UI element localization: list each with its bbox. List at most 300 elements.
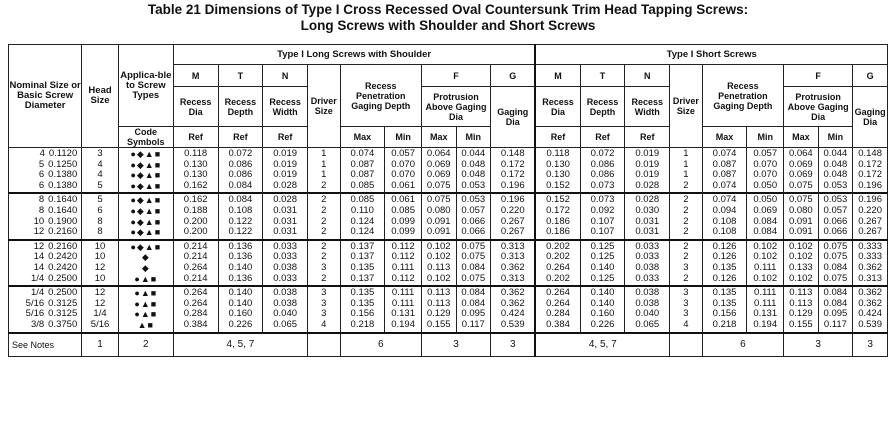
long-protrusion-min-value: 0.084 xyxy=(461,297,486,309)
long-protrusion-min-cell xyxy=(456,148,491,194)
header-long-protrusion: Protrusion Above Gaging Dia xyxy=(421,87,490,127)
short-recess-dia-cell xyxy=(535,193,580,239)
short-protrusion-min-value: 0.044 xyxy=(823,148,848,159)
long-protrusion-min-value: 0.048 xyxy=(461,158,486,170)
head-size-cell xyxy=(82,193,119,239)
notes-applicable: 2 xyxy=(118,333,173,357)
short-recess-width-cell xyxy=(625,286,670,332)
long-penetration-max-value: 0.124 xyxy=(350,215,375,227)
nominal-size: 14 xyxy=(33,261,45,273)
short-recess-dia-value: 0.202 xyxy=(546,251,570,263)
short-recess-width-value: 0.038 xyxy=(635,297,660,309)
nominal-cell xyxy=(9,240,82,286)
title-line-1: Table 21 Dimensions of Type I Cross Recessed Oval Countersunk Trim Head Tapping Screws: xyxy=(147,2,749,17)
long-penetration-max-value: 0.137 xyxy=(350,240,375,252)
long-recess-depth-value: 0.226 xyxy=(228,318,253,330)
long-penetration-max-value: 0.074 xyxy=(350,148,375,159)
long-recess-depth-cell xyxy=(218,240,263,286)
header-short-ref-m: Ref xyxy=(535,127,580,148)
header-short-gaging-dia: Gaging Dia xyxy=(853,87,888,148)
long-protrusion-min-value: 0.075 xyxy=(461,272,486,284)
long-penetration-max-value: 0.087 xyxy=(350,169,375,181)
short-protrusion-min-value: 0.053 xyxy=(823,179,848,191)
short-penetration-min-value: 0.111 xyxy=(754,287,777,299)
short-protrusion-max-value: 0.069 xyxy=(788,169,813,181)
short-driver-size-value: 2 xyxy=(683,272,689,284)
head-size-cell xyxy=(82,286,119,332)
code-symbols-value: ◆ xyxy=(141,252,150,263)
long-recess-width-value: 0.031 xyxy=(273,215,298,227)
long-penetration-max-cell xyxy=(340,240,385,286)
long-protrusion-max-value: 0.075 xyxy=(426,179,451,191)
basic-diameter: 0.3750 xyxy=(48,318,78,330)
long-protrusion-max-value: 0.069 xyxy=(426,169,451,181)
long-recess-depth-value: 0.160 xyxy=(228,308,253,320)
short-recess-dia-value: 0.284 xyxy=(546,308,570,320)
header-short-f-max: Max xyxy=(784,127,819,148)
long-protrusion-min-value: 0.117 xyxy=(461,318,485,330)
long-recess-dia-value: 0.162 xyxy=(183,194,208,206)
code-symbols-value: ●◆▲■ xyxy=(130,227,162,238)
long-protrusion-min-value: 0.084 xyxy=(461,261,486,273)
short-recess-width-value: 0.033 xyxy=(635,251,660,263)
short-driver-size-value: 2 xyxy=(683,179,689,191)
short-recess-depth-value: 0.073 xyxy=(590,194,615,206)
long-penetration-min-value: 0.111 xyxy=(391,287,415,299)
notes-head-size: 1 xyxy=(82,333,119,357)
long-gaging-dia-cell xyxy=(491,286,536,332)
long-recess-dia-value: 0.214 xyxy=(183,251,208,263)
long-penetration-max-value: 0.085 xyxy=(350,179,375,191)
header-short-G: G xyxy=(853,65,888,87)
short-protrusion-min-value: 0.066 xyxy=(823,226,848,238)
short-protrusion-max-value: 0.102 xyxy=(788,272,813,284)
short-penetration-min-value: 0.111 xyxy=(754,297,777,309)
long-recess-dia-cell xyxy=(173,286,218,332)
long-recess-width-value: 0.019 xyxy=(273,148,298,159)
short-gaging-dia-value: 0.196 xyxy=(858,194,882,206)
head-size-cell xyxy=(82,240,119,286)
header-long-group: Type I Long Screws with Shoulder xyxy=(173,45,535,65)
notes-long-penetration: 6 xyxy=(340,333,421,357)
code-symbols-value: ●◆▲■ xyxy=(130,149,162,159)
short-protrusion-min-value: 0.048 xyxy=(823,158,848,170)
basic-diameter: 0.2160 xyxy=(48,226,78,238)
code-symbols-value: ●▲■ xyxy=(134,309,158,320)
short-protrusion-min-value: 0.095 xyxy=(823,308,848,320)
short-recess-depth-cell xyxy=(580,286,625,332)
long-gaging-dia-value: 0.148 xyxy=(500,148,525,159)
long-driver-size-value: 1 xyxy=(321,148,327,159)
long-recess-dia-value: 0.188 xyxy=(183,204,208,216)
long-protrusion-max-value: 0.069 xyxy=(426,158,451,170)
long-recess-dia-value: 0.130 xyxy=(183,158,208,170)
long-gaging-dia-value: 0.362 xyxy=(500,297,525,309)
long-recess-dia-cell xyxy=(173,193,218,239)
short-recess-depth-value: 0.073 xyxy=(590,179,615,191)
short-driver-size-value: 2 xyxy=(683,240,689,252)
head-size-value: 4 xyxy=(97,169,103,181)
long-recess-width-value: 0.031 xyxy=(273,226,298,238)
long-protrusion-max-value: 0.102 xyxy=(426,240,451,252)
nominal-size: 6 xyxy=(38,169,45,181)
long-protrusion-max-value: 0.113 xyxy=(427,297,451,309)
short-recess-width-cell xyxy=(625,193,670,239)
short-protrusion-min-cell xyxy=(818,148,853,194)
short-penetration-min-value: 0.102 xyxy=(753,240,778,252)
short-penetration-min-value: 0.070 xyxy=(753,158,778,170)
long-recess-dia-value: 0.200 xyxy=(183,215,208,227)
long-recess-width-value: 0.019 xyxy=(273,169,298,181)
long-driver-size-value: 1 xyxy=(321,169,327,181)
short-penetration-max-cell xyxy=(702,148,747,194)
short-penetration-max-value: 0.156 xyxy=(712,308,737,320)
head-size-value: 10 xyxy=(94,240,106,252)
short-protrusion-max-cell xyxy=(784,193,819,239)
notes-short-driver xyxy=(670,333,703,357)
nominal-size: 5/16 xyxy=(25,308,45,320)
nominal-size: 12 xyxy=(33,240,45,252)
short-protrusion-max-value: 0.091 xyxy=(788,226,813,238)
long-driver-size-value: 2 xyxy=(321,226,327,238)
short-recess-dia-value: 0.264 xyxy=(546,297,570,309)
long-gaging-dia-value: 0.196 xyxy=(500,194,525,206)
long-recess-width-value: 0.031 xyxy=(273,204,298,216)
long-penetration-min-value: 0.194 xyxy=(391,318,415,330)
code-symbols-cell xyxy=(118,240,173,286)
short-driver-size-value: 2 xyxy=(683,204,689,216)
long-gaging-dia-value: 0.539 xyxy=(500,318,525,330)
short-driver-size-value: 2 xyxy=(683,215,689,227)
short-recess-depth-value: 0.086 xyxy=(590,169,615,181)
long-penetration-max-value: 0.156 xyxy=(350,308,375,320)
code-symbols-value: ●▲■ xyxy=(134,288,158,299)
header-long-recess-dia: Recess Dia xyxy=(173,87,218,127)
code-symbols-value: ●◆▲■ xyxy=(130,170,162,181)
long-recess-width-cell xyxy=(263,193,308,239)
header-short-penetration: Recess Penetration Gaging Depth xyxy=(702,65,783,127)
long-protrusion-min-value: 0.057 xyxy=(461,204,486,216)
short-penetration-min-cell xyxy=(747,240,784,286)
short-penetration-min-value: 0.070 xyxy=(753,169,778,181)
long-protrusion-max-cell xyxy=(421,286,456,332)
long-penetration-max-value: 0.110 xyxy=(350,204,374,216)
title-line-2: Long Screws with Shoulder and Short Screws xyxy=(300,18,596,33)
long-penetration-min-value: 0.112 xyxy=(391,251,415,263)
basic-diameter: 0.3125 xyxy=(48,308,78,320)
long-penetration-min-value: 0.057 xyxy=(391,148,415,159)
long-recess-width-cell xyxy=(263,286,308,332)
short-protrusion-max-value: 0.080 xyxy=(788,204,813,216)
short-gaging-dia-value: 0.148 xyxy=(858,148,882,159)
long-driver-size-value: 2 xyxy=(321,204,327,216)
long-recess-depth-value: 0.136 xyxy=(228,240,253,252)
short-penetration-max-cell xyxy=(702,240,747,286)
long-recess-depth-value: 0.072 xyxy=(228,148,253,159)
code-symbols-value: ●◆▲■ xyxy=(130,205,162,216)
notes-label: See Notes xyxy=(9,333,82,357)
short-recess-width-value: 0.038 xyxy=(635,287,660,299)
long-penetration-min-cell xyxy=(385,148,422,194)
short-recess-dia-value: 0.186 xyxy=(546,226,570,238)
head-size-value: 8 xyxy=(97,215,103,227)
long-recess-width-value: 0.028 xyxy=(273,194,298,206)
short-protrusion-max-value: 0.133 xyxy=(788,261,813,273)
short-driver-size-value: 2 xyxy=(683,194,689,206)
dimensions-table xyxy=(8,44,888,357)
code-symbols-value: ▲■ xyxy=(137,319,154,330)
short-gaging-dia-value: 0.362 xyxy=(858,297,882,309)
head-size-value: 6 xyxy=(97,204,103,216)
long-recess-depth-value: 0.084 xyxy=(228,179,253,191)
code-symbols-value: ●◆▲■ xyxy=(130,180,162,191)
basic-diameter: 0.1640 xyxy=(48,194,78,206)
short-recess-dia-value: 0.384 xyxy=(546,318,570,330)
long-protrusion-min-cell xyxy=(456,240,491,286)
header-short-recess-width: Recess Width xyxy=(625,87,670,127)
short-protrusion-min-value: 0.075 xyxy=(823,251,848,263)
long-protrusion-max-value: 0.102 xyxy=(426,251,451,263)
long-recess-dia-value: 0.162 xyxy=(183,179,208,191)
short-recess-dia-value: 0.152 xyxy=(546,194,570,206)
long-protrusion-max-value: 0.091 xyxy=(426,226,451,238)
short-recess-depth-value: 0.107 xyxy=(590,226,615,238)
long-driver-size-cell xyxy=(308,193,341,239)
short-gaging-dia-value: 0.172 xyxy=(858,169,882,181)
short-recess-depth-value: 0.140 xyxy=(590,287,615,299)
header-head-size: Head Size xyxy=(82,45,119,148)
code-symbols-cell xyxy=(118,193,173,239)
long-protrusion-max-value: 0.064 xyxy=(426,148,451,159)
head-size-value: 10 xyxy=(94,272,106,284)
short-gaging-dia-cell xyxy=(853,148,888,194)
long-driver-size-value: 4 xyxy=(321,318,327,330)
short-recess-width-cell xyxy=(625,148,670,194)
header-long-ref-t: Ref xyxy=(218,127,263,148)
short-gaging-dia-cell xyxy=(853,286,888,332)
long-penetration-max-value: 0.087 xyxy=(350,158,375,170)
nominal-size: 1/4 xyxy=(30,287,45,299)
short-protrusion-min-cell xyxy=(818,286,853,332)
header-short-ref-n: Ref xyxy=(625,127,670,148)
long-recess-depth-value: 0.122 xyxy=(228,226,253,238)
nominal-size: 5 xyxy=(38,158,45,170)
long-gaging-dia-value: 0.313 xyxy=(500,240,525,252)
short-protrusion-max-value: 0.102 xyxy=(788,240,813,252)
short-penetration-min-value: 0.057 xyxy=(753,148,778,159)
long-protrusion-max-value: 0.080 xyxy=(426,204,451,216)
short-driver-size-cell xyxy=(670,148,703,194)
header-short-protrusion: Protrusion Above Gaging Dia xyxy=(784,87,853,127)
long-penetration-max-value: 0.218 xyxy=(350,318,375,330)
long-gaging-dia-cell xyxy=(491,193,536,239)
short-driver-size-value: 3 xyxy=(683,297,689,309)
long-penetration-max-cell xyxy=(340,286,385,332)
long-recess-dia-value: 0.284 xyxy=(183,308,208,320)
short-penetration-min-value: 0.194 xyxy=(753,318,778,330)
long-gaging-dia-value: 0.220 xyxy=(500,204,525,216)
long-driver-size-value: 3 xyxy=(321,261,327,273)
short-recess-dia-value: 0.130 xyxy=(546,158,570,170)
short-recess-dia-cell xyxy=(535,240,580,286)
short-penetration-max-value: 0.087 xyxy=(712,169,737,181)
long-recess-dia-value: 0.264 xyxy=(183,287,208,299)
long-driver-size-value: 2 xyxy=(321,179,327,191)
short-recess-dia-cell xyxy=(535,148,580,194)
long-penetration-min-cell xyxy=(385,286,422,332)
short-penetration-max-value: 0.126 xyxy=(712,272,737,284)
short-protrusion-max-value: 0.064 xyxy=(788,148,813,159)
long-penetration-max-value: 0.085 xyxy=(350,194,375,206)
short-protrusion-max-value: 0.075 xyxy=(788,194,813,206)
header-short-recess-dia: Recess Dia xyxy=(535,87,580,127)
code-symbols-value: ●◆▲■ xyxy=(130,241,162,252)
head-size-value: 12 xyxy=(94,297,106,309)
short-protrusion-min-value: 0.057 xyxy=(823,204,848,216)
long-protrusion-max-cell xyxy=(421,240,456,286)
short-recess-dia-value: 0.202 xyxy=(546,272,570,284)
short-recess-dia-value: 0.152 xyxy=(546,179,570,191)
long-recess-width-value: 0.019 xyxy=(273,158,298,170)
long-driver-size-value: 3 xyxy=(321,308,327,320)
short-protrusion-min-cell xyxy=(818,193,853,239)
long-penetration-min-value: 0.061 xyxy=(391,194,415,206)
long-protrusion-min-value: 0.066 xyxy=(461,215,486,227)
long-driver-size-value: 2 xyxy=(321,215,327,227)
code-symbols-value: ●▲■ xyxy=(134,298,158,309)
header-long-f-min: Min xyxy=(456,127,491,148)
short-penetration-max-value: 0.135 xyxy=(712,297,737,309)
head-size-value: 5 xyxy=(97,194,103,206)
head-size-value: 12 xyxy=(94,287,106,299)
short-recess-dia-value: 0.186 xyxy=(546,215,570,227)
short-gaging-dia-value: 0.333 xyxy=(858,240,882,252)
long-recess-width-value: 0.040 xyxy=(273,308,298,320)
short-driver-size-value: 3 xyxy=(683,308,689,320)
long-driver-size-value: 3 xyxy=(321,287,327,299)
long-protrusion-min-value: 0.053 xyxy=(461,194,486,206)
nominal-size: 5/16 xyxy=(25,297,45,309)
header-long-ref-n: Ref xyxy=(263,127,308,148)
long-penetration-max-value: 0.137 xyxy=(350,251,375,263)
head-size-value: 10 xyxy=(94,251,106,263)
code-symbols-value: ●◆▲■ xyxy=(130,159,162,170)
long-driver-size-cell xyxy=(308,148,341,194)
short-driver-size-cell xyxy=(670,286,703,332)
short-recess-dia-value: 0.202 xyxy=(546,240,570,252)
long-penetration-max-cell xyxy=(340,148,385,194)
long-recess-dia-value: 0.118 xyxy=(184,148,208,159)
short-gaging-dia-value: 0.267 xyxy=(858,215,882,227)
notes-long-driver xyxy=(308,333,341,357)
code-symbols-value: ●◆▲■ xyxy=(130,195,162,206)
short-driver-size-value: 2 xyxy=(683,251,689,263)
table-row xyxy=(9,240,888,286)
nominal-size: 1/4 xyxy=(30,272,45,284)
basic-diameter: 0.2420 xyxy=(48,261,78,273)
short-protrusion-min-value: 0.084 xyxy=(823,261,848,273)
long-penetration-min-value: 0.131 xyxy=(391,308,415,320)
table-row xyxy=(9,193,888,239)
long-protrusion-min-value: 0.066 xyxy=(461,226,486,238)
head-size-value: 12 xyxy=(94,261,106,273)
long-protrusion-min-value: 0.075 xyxy=(461,240,486,252)
long-recess-depth-value: 0.140 xyxy=(228,261,253,273)
basic-diameter: 0.1380 xyxy=(48,179,78,191)
short-recess-width-value: 0.028 xyxy=(635,179,660,191)
short-penetration-max-value: 0.108 xyxy=(712,226,737,238)
notes-long-f: 3 xyxy=(421,333,490,357)
basic-diameter: 0.1120 xyxy=(48,148,78,159)
long-driver-size-cell xyxy=(308,240,341,286)
long-penetration-min-value: 0.112 xyxy=(391,240,415,252)
short-protrusion-max-value: 0.129 xyxy=(788,308,813,320)
short-penetration-max-value: 0.126 xyxy=(712,251,737,263)
notes-long-g: 3 xyxy=(491,333,536,357)
long-protrusion-max-cell xyxy=(421,148,456,194)
long-protrusion-max-cell xyxy=(421,193,456,239)
short-penetration-max-value: 0.094 xyxy=(712,204,737,216)
short-protrusion-max-value: 0.113 xyxy=(789,287,813,299)
basic-diameter: 0.1250 xyxy=(48,158,78,170)
long-recess-width-value: 0.038 xyxy=(273,287,298,299)
short-driver-size-value: 3 xyxy=(683,287,689,299)
short-penetration-min-value: 0.102 xyxy=(753,251,778,263)
long-recess-width-value: 0.033 xyxy=(273,251,298,263)
basic-diameter: 0.1900 xyxy=(48,215,78,227)
short-recess-width-value: 0.040 xyxy=(635,308,660,320)
header-short-T: T xyxy=(580,65,625,87)
header-short-ref-t: Ref xyxy=(580,127,625,148)
short-driver-size-cell xyxy=(670,193,703,239)
short-recess-dia-value: 0.130 xyxy=(546,169,570,181)
long-driver-size-value: 2 xyxy=(321,251,327,263)
short-protrusion-min-value: 0.084 xyxy=(823,287,848,299)
long-driver-size-value: 2 xyxy=(321,272,327,284)
notes-long-mtn: 4, 5, 7 xyxy=(173,333,307,357)
basic-diameter: 0.2420 xyxy=(48,251,78,263)
header-long-pen-min: Min xyxy=(385,127,422,148)
header-long-F: F xyxy=(421,65,490,87)
long-recess-width-value: 0.033 xyxy=(273,272,298,284)
nominal-size: 8 xyxy=(38,194,45,206)
long-protrusion-max-value: 0.102 xyxy=(426,272,451,284)
short-protrusion-min-value: 0.075 xyxy=(823,240,848,252)
long-penetration-min-value: 0.085 xyxy=(391,204,415,216)
long-protrusion-min-value: 0.048 xyxy=(461,169,486,181)
short-gaging-dia-value: 0.539 xyxy=(858,318,882,330)
head-size-value: 8 xyxy=(97,226,103,238)
long-penetration-min-value: 0.099 xyxy=(391,215,415,227)
short-recess-depth-value: 0.140 xyxy=(590,297,615,309)
short-gaging-dia-value: 0.196 xyxy=(858,179,882,191)
nominal-size: 4 xyxy=(39,148,45,159)
long-recess-depth-cell xyxy=(218,148,263,194)
long-protrusion-min-cell xyxy=(456,286,491,332)
long-gaging-dia-value: 0.172 xyxy=(500,169,525,181)
short-driver-size-value: 4 xyxy=(683,318,689,330)
short-driver-size-value: 3 xyxy=(683,261,689,273)
long-penetration-min-value: 0.070 xyxy=(391,158,415,170)
table-title xyxy=(0,2,896,34)
short-recess-width-cell xyxy=(625,240,670,286)
long-recess-dia-cell xyxy=(173,240,218,286)
short-recess-dia-value: 0.172 xyxy=(546,204,570,216)
short-recess-width-value: 0.019 xyxy=(635,169,660,181)
nominal-size: 12 xyxy=(33,226,45,238)
long-recess-depth-cell xyxy=(218,286,263,332)
short-gaging-dia-cell xyxy=(853,193,888,239)
